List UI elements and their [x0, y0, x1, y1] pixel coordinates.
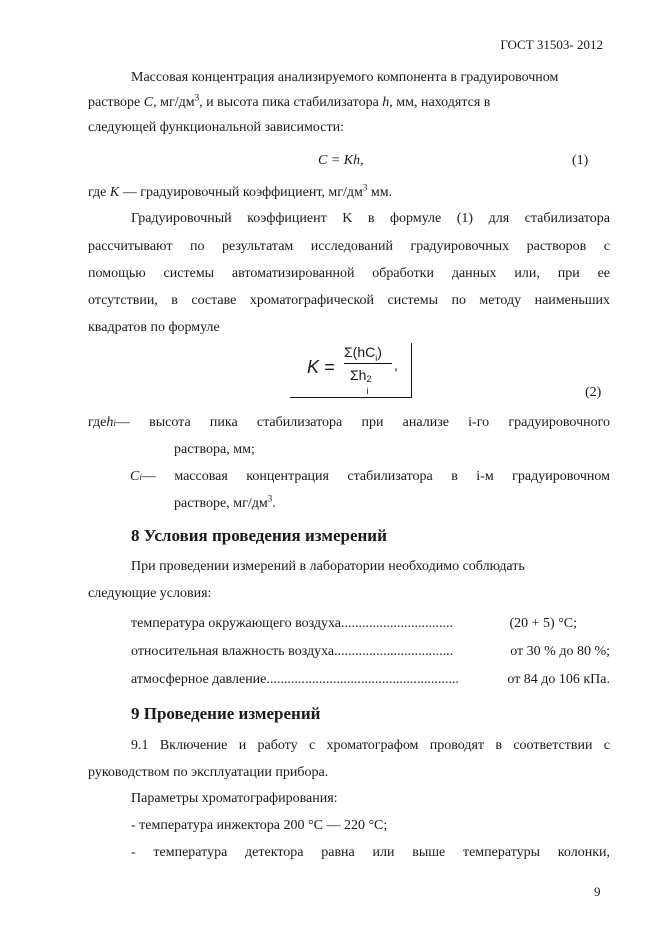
where-h-line2: раствора, мм;	[174, 442, 255, 457]
formula-2-number: (2)	[585, 385, 602, 400]
section-9-p1-line2: руководством по эксплуатации прибора.	[88, 765, 329, 780]
condition-temperature: температура окружающего воздуха ................................ (20 + 5) °С;	[131, 617, 577, 631]
section-8-intro-line2: следующие условия:	[88, 586, 212, 601]
para2-line4: отсутствии, в составе хроматографической системы по методу наименьших	[88, 293, 610, 308]
formula-1: C = Kh,	[318, 153, 364, 168]
para2-line3: помощью системы автоматизированной обработки данных или, при ее	[88, 266, 610, 281]
para2-line1: Градуировочный коэффициент K в формуле (1) для стабилизатора	[131, 211, 610, 226]
para1-line2	[88, 92, 610, 110]
para1-line3: следующей функциональной зависимости:	[88, 120, 344, 135]
para2-line5: квадратов по формуле	[88, 320, 220, 335]
where-c-line2: растворе, $мг/дм^3$.	[174, 493, 276, 511]
formula-2-comma: ,	[394, 357, 398, 373]
formula-2-denominator: Σh 2 i	[350, 367, 372, 396]
formula-2-k: K =	[307, 357, 335, 377]
param-injector-temp: - температура инжектора 200 °С — 220 °С;	[131, 818, 388, 833]
para1-line2-text: растворе C, $мг/дм^3$, и высота пика стабилизатора h, мм, находятся в	[88, 92, 491, 110]
para1-line1: Массовая концентрация анализируемого компонента в градуировочном	[131, 70, 559, 85]
formula-1-number: (1)	[572, 153, 589, 168]
page-number: 9	[594, 884, 601, 899]
chromatography-params-title: Параметры хроматографирования:	[131, 791, 338, 806]
formula-2-fraction-bar	[344, 363, 392, 364]
formula-2-numerator: $\Sigma(hC_i)$	[344, 344, 382, 363]
formula-2-bottom-rule	[290, 397, 412, 399]
para2-line2: рассчитывают по результатам исследований градуировочных растворов с	[88, 239, 610, 254]
section-8-heading: 8 Условия проведения измерений	[131, 526, 387, 545]
condition-humidity: относительная влажность воздуха .................................. от 30 % до 80 %;	[131, 645, 610, 659]
formula-2-box	[290, 343, 412, 398]
section-9-heading: 9 Проведение измерений	[131, 704, 321, 723]
where-h-line1: где h i — высота пика стабилизатора при анализе i-го градуировочного	[88, 415, 610, 430]
section-9-p1-line1: 9.1 Включение и работу с хроматографом проводят в соответствии с	[131, 738, 610, 753]
condition-pressure: атмосферное давление ....................................................... от 84 до 106 кПа.	[131, 673, 610, 687]
formula-2-right-rule	[411, 343, 413, 398]
where-c-line1: C i — массовая концентрация стабилизатора в i-м градуировочном	[130, 469, 610, 484]
param-detector-temp: - температура детектора равна или выше температуры колонки,	[131, 845, 610, 860]
document-header: ГОСТ 31503- 2012	[500, 37, 603, 52]
section-8-intro-line1: При проведении измерений в лаборатории необходимо соблюдать	[131, 559, 525, 574]
where-k-definition: где K — градуировочный коэффициент, $мг/дм^3$ мм.	[88, 182, 393, 200]
